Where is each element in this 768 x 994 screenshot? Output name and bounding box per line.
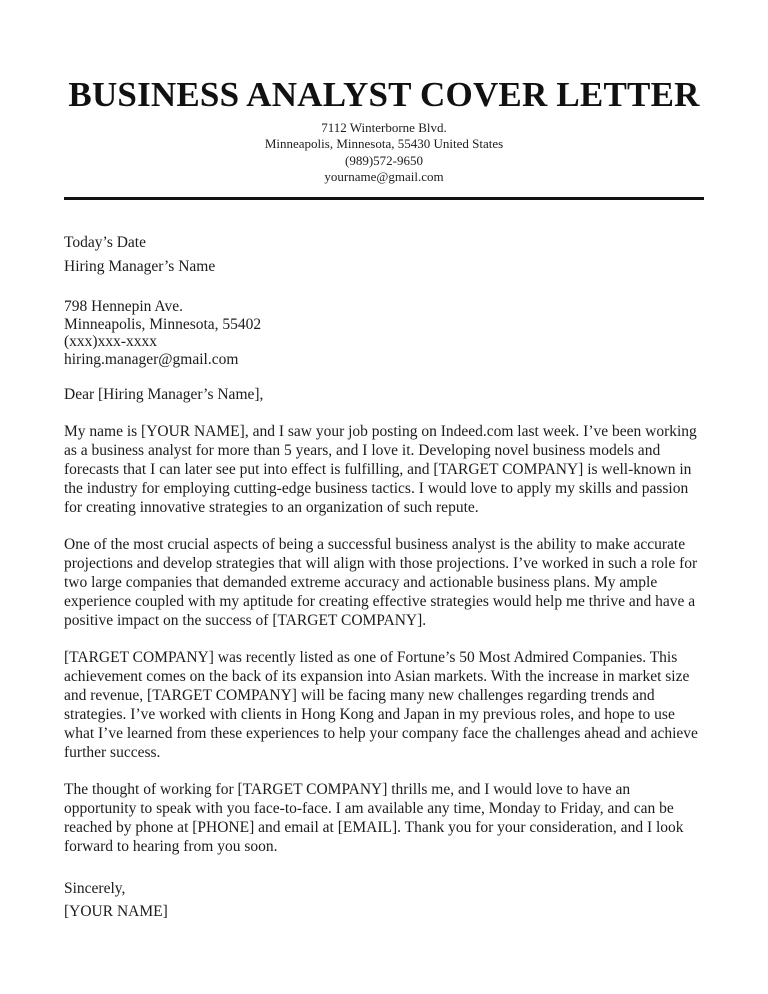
- hiring-manager-name-line: Hiring Manager’s Name: [64, 258, 216, 276]
- body-paragraph-2: One of the most crucial aspects of being a successful business analyst is the ability to make accurate projections and develop strategies that will align with those projections. I’ve worked in such a role for two large companies that demanded extreme accuracy and actionable business plans. My ample experience coupled with my aptitude for creating effective strategies would help me thrive and have a positive impact on the success of [TARGET COMPANY].: [64, 536, 698, 630]
- letterhead-email: yourname@gmail.com: [324, 169, 444, 185]
- letterhead-contact-block: [64, 120, 704, 186]
- letterhead: [64, 76, 704, 200]
- letter-body: [64, 233, 704, 921]
- todays-date-line: Today’s Date: [64, 234, 146, 252]
- body-paragraph-4: The thought of working for [TARGET COMPANY] thrills me, and I would love to have an opportunity to speak with you face-to-face. I am available any time, Monday to Friday, and can be reached by phone at [PHONE] and email at [EMAIL]. Thank you for your consideration, and I look forward to hearing from you soon.: [64, 781, 684, 856]
- closing-block: [64, 879, 704, 921]
- signature-line: [YOUR NAME]: [64, 903, 168, 921]
- letterhead-city-state: Minneapolis, Minnesota, 55430 United States: [264, 136, 504, 152]
- salutation-line: Dear [Hiring Manager’s Name],: [64, 386, 264, 404]
- body-paragraph-1: My name is [YOUR NAME], and I saw your job posting on Indeed.com last week. I’ve been working as a business analyst for more than 5 years, and I love it. Developing novel business models and forecasts that I can later see put into effect is fulfilling, and [TARGET COMPANY] is well-known in the industry for employing cutting-edge business tactics. I would love to apply my skills and passion for creating innovative strategies to an organization of such repute.: [64, 423, 697, 517]
- page-title: BUSINESS ANALYST COVER LETTER: [68, 75, 700, 114]
- recipient-street: 798 Hennepin Ave.: [64, 298, 183, 316]
- letterhead-street: 7112 Winterborne Blvd.: [321, 119, 447, 135]
- recipient-address-block: [64, 298, 704, 368]
- recipient-email: hiring.manager@gmail.com: [64, 350, 239, 368]
- closing-line: Sincerely,: [64, 880, 126, 898]
- recipient-phone: (xxx)xxx-xxxx: [64, 333, 157, 351]
- letterhead-divider: [64, 197, 704, 200]
- body-paragraph-3: [TARGET COMPANY] was recently listed as one of Fortune’s 50 Most Admired Companies. This achievement comes on the back of its expansion into Asian markets. With the increase in market size and revenue, [TARGET COMPANY] will be facing many new challenges regarding trends and strategies. I’ve worked with clients in Hong Kong and Japan in my previous roles, and hope to use what I’ve learned from these experiences to help your company face the challenges ahead and achieve further success.: [64, 649, 698, 762]
- recipient-city-state: Minneapolis, Minnesota, 55402: [64, 315, 262, 333]
- letterhead-phone: (989)572-9650: [345, 152, 423, 168]
